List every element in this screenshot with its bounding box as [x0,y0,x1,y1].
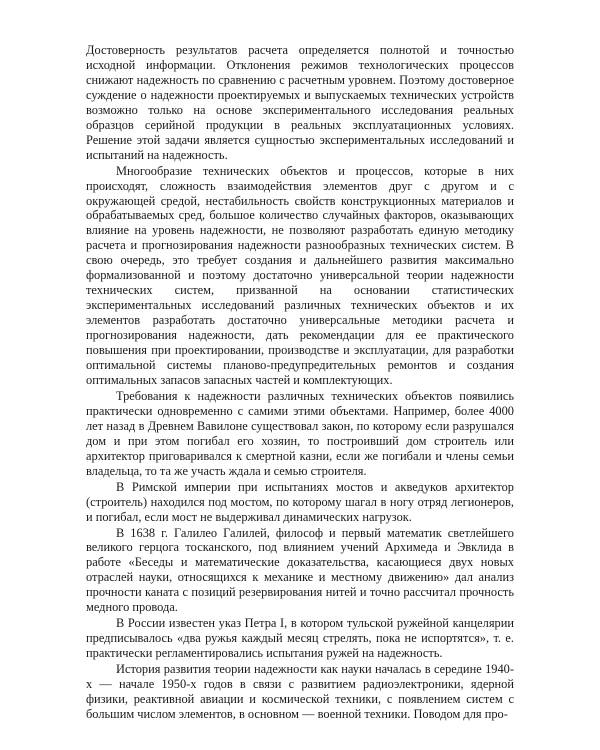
paragraph-reliability-accuracy: Достоверность результатов расчета определяется полнотой и точностью исходной информации. Отклонения режимов технологических процессов снижают надежность по сравнению с расчетным уровнем. Поэтому достоверное суждение о надежности проектируемых и выпускаемых технических устройств возможно только на основе экспериментального исследования реальных образцов серийной продукции в реальных эксплуатационных условиях. Решение этой задачи является сущностью экспериментальных исследований и испытаний на надежность. [86,43,514,162]
paragraph-diversity-of-objects: Многообразие технических объектов и процессов, которые в них происходят, сложность взаимодействия элементов друг с другом и с окружающей средой, нестабильность свойств конструкционных материалов и обрабатываемых сред, большое количество случайных факторов, оказывающих влияние на уровень надежности, не позволяют разработать единую методику расчета и прогнозирования надежности разнообразных технических систем. В свою очередь, это требует создания и дальнейшего развития максимально формализованной и поэтому достаточно универсальной теории надежности технических систем, призванной на основании статистических экспериментальных исследований различных технических объектов и их элементов разработать достаточно универсальные методики расчета и прогнозирования надежности, дать рекомендации для ее практического повышения при проектировании, производстве и эксплуатации, для разработки оптимальной системы планово-предупредительных ремонтов и создания оптимальных запасов запасных частей и комплектующих. [86,163,514,387]
document-page [86,43,514,722]
paragraph-babylon-law: Требования к надежности различных технических объектов появились практически одновременно с самими этими объектами. Например, более 4000 лет назад в Древнем Вавилоне существовал закон, по которому если разрушался дом и при этом погибал его хозяин, то построивший дом строитель или архитектор приговаривался к смертной казни, если же погибали и члены семьи владельца, то та же участь ждала и семью строителя. [86,388,514,478]
paragraph-roman-empire: В Римской империи при испытаниях мостов и акведуков архитектор (строитель) находился под мостом, по которому шагал в ногу отряд легионеров, и погибал, если мост не выдерживал динамических нагрузок. [86,479,514,524]
paragraph-galileo: В 1638 г. Галилео Галилей, философ и первый математик светлейшего великого герцога тосканского, под влиянием учений Архимеда и Эвклида в работе «Беседы и математические доказательства, касающиеся двух новых отраслей науки, относящихся к механике и местному движению» дал анализ прочности каната с позиций резервирования нитей и точно рассчитал прочность медного провода. [86,525,514,615]
paragraph-history-of-theory: История развития теории надежности как науки началась в середине 1940-х — начале 1950-х годов в связи с развитием радиоэлектроники, ядерной физики, реактивной авиации и космической техники, с появлением систем с большим числом элементов, в основном — военной техники. Поводом для про- [86,662,514,721]
paragraph-peter-the-great: В России известен указ Петра I, в котором тульской ружейной канцелярии предписывалось «два ружья каждый месяц стрелять, пока не испортятся», т. е. практически регламентировались испытания ружей на надежность. [86,616,514,661]
